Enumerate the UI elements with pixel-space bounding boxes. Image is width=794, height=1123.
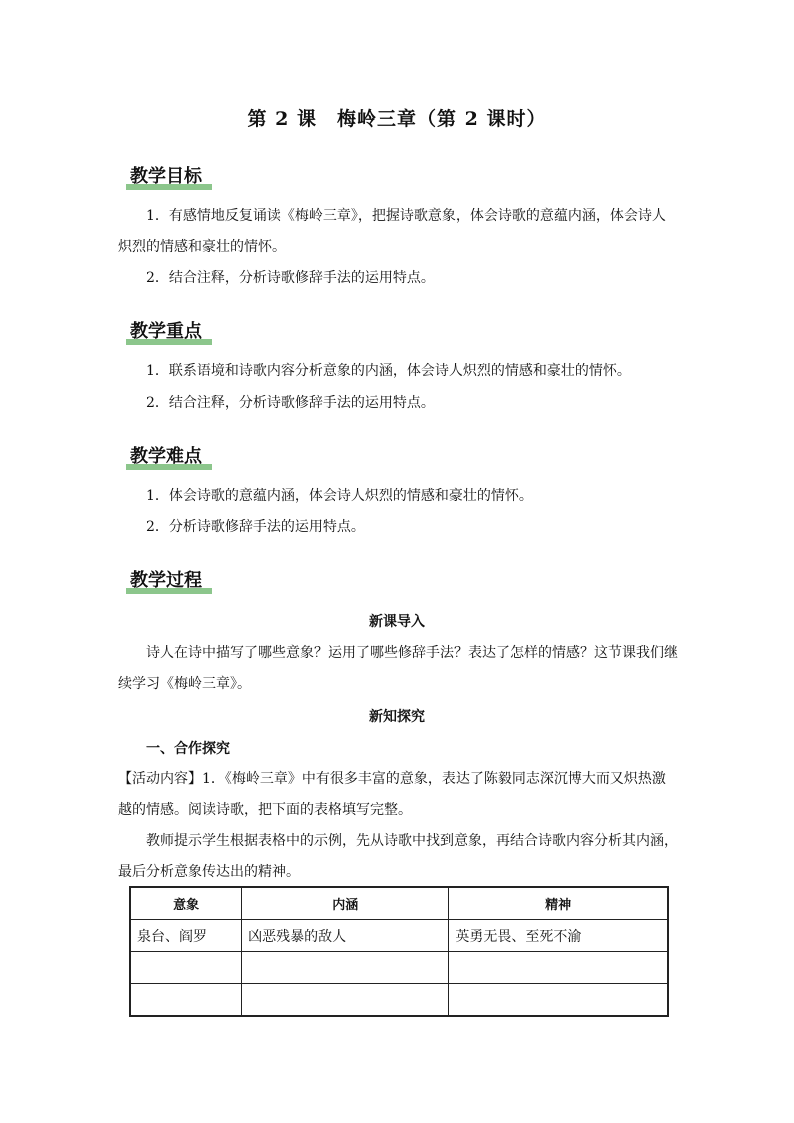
cooperative-inquiry-heading: 一、合作探究: [146, 741, 230, 757]
table-header-row: [130, 887, 668, 920]
difficulty-item-2: 2．分析诗歌修辞手法的运用特点。: [146, 519, 365, 535]
goal-item-2: 2．结合注释，分析诗歌修辞手法的运用特点。: [146, 270, 435, 286]
table-cell: [130, 952, 242, 984]
table-cell: 英勇无畏、至死不渝: [449, 920, 668, 952]
key-point-item-1: 1．联系语境和诗歌内容分析意象的内涵，体会诗人炽烈的情感和豪壮的情怀。: [146, 363, 631, 379]
key-point-item-2: 2．结合注释，分析诗歌修辞手法的运用特点。: [146, 395, 435, 411]
intro-title: 新课导入: [369, 614, 425, 630]
difficulty-item-1: 1．体会诗歌的意蕴内涵，体会诗人炽烈的情感和豪壮的情怀。: [146, 488, 533, 504]
table-header-connotation: 内涵: [242, 887, 449, 920]
table-header-spirit: 精神: [449, 887, 668, 920]
table-cell: [449, 952, 668, 984]
section-heading-label: 教学重点: [130, 321, 202, 342]
table-cell: [242, 952, 449, 984]
section-heading-label: 教学过程: [130, 570, 202, 591]
teacher-hint-text: 教师提示学生根据表格中的示例，先从诗歌中找到意象，再结合诗歌内容分析其内涵，最后分析意象传达出的精神。: [118, 833, 678, 880]
goal-item-1: 1．有感情地反复诵读《梅岭三章》，把握诗歌意象，体会诗歌的意蕴内涵，体会诗人炽烈的情感和豪壮的情怀。: [118, 208, 666, 255]
lesson-title: 第 2 课 梅岭三章（第 2 课时）: [247, 108, 547, 130]
table-cell: 凶恶残暴的敌人: [242, 920, 449, 952]
table-cell: 泉台、阎罗: [130, 920, 242, 952]
table-cell: [449, 984, 668, 1017]
section-heading-label: 教学目标: [130, 166, 202, 187]
table-cell: [242, 984, 449, 1017]
imagery-table: [129, 886, 669, 1017]
table-row: [130, 984, 668, 1017]
section-heading-label: 教学难点: [130, 446, 202, 467]
table-cell: [130, 984, 242, 1017]
table-header-imagery: 意象: [130, 887, 242, 920]
table-row: [130, 920, 668, 952]
activity-text: 【活动内容】1．《梅岭三章》中有很多丰富的意象，表达了陈毅同志深沉博大而又炽热激越的情感。阅读诗歌，把下面的表格填写完整。: [118, 771, 666, 818]
explore-title: 新知探究: [369, 709, 425, 725]
table-row: [130, 952, 668, 984]
intro-text: 诗人在诗中描写了哪些意象？运用了哪些修辞手法？表达了怎样的情感？这节课我们继续学习《梅岭三章》。: [118, 645, 678, 692]
